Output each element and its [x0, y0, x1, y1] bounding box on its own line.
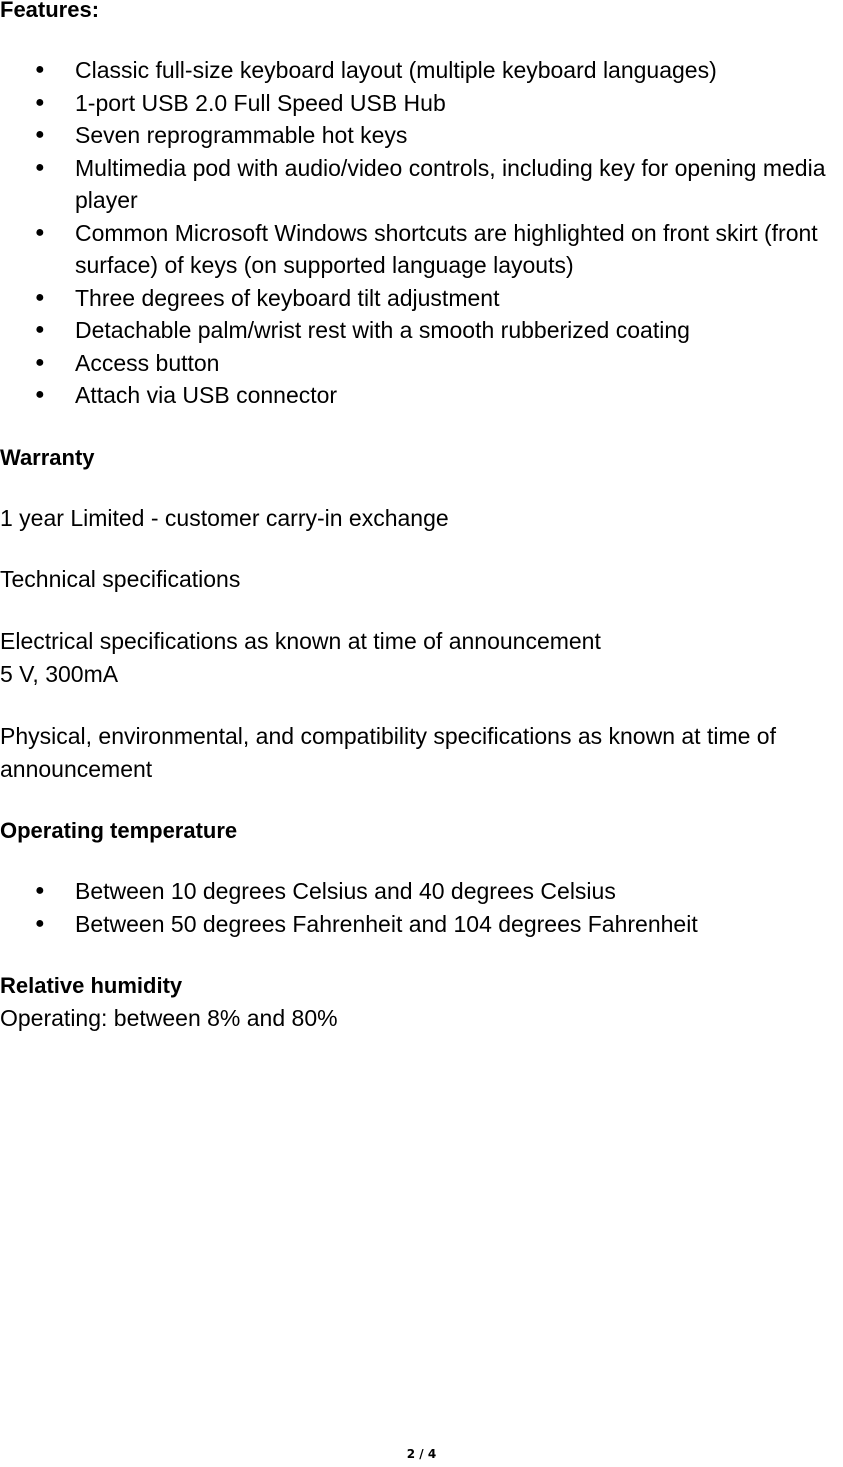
list-item-text: Detachable palm/wrist rest with a smooth rubberized coating: [75, 317, 690, 343]
list-item: [0, 54, 835, 87]
bullet-icon: ●: [35, 61, 45, 78]
list-item-text: Access button: [75, 349, 220, 376]
list-item-text: Between 50 degrees Fahrenheit and 104 degrees Fahrenheit: [75, 910, 698, 937]
list-item-text: Three degrees of keyboard tilt adjustment: [75, 284, 500, 311]
list-item: [0, 152, 835, 217]
features-heading: Features:: [0, 0, 100, 22]
warranty-heading: Warranty: [0, 445, 95, 470]
features-list: [0, 54, 843, 412]
list-item: [0, 908, 835, 941]
warranty-text: 1 year Limited - customer carry-in exchange: [0, 505, 449, 531]
electrical-spec-label: Electrical specifications as known at time of announcement: [0, 628, 601, 654]
bullet-icon: ●: [35, 386, 45, 403]
list-item-text: Multimedia pod with audio/video controls, including key for opening media player: [75, 154, 826, 213]
bullet-icon: ●: [35, 288, 45, 306]
list-item: [0, 875, 835, 908]
list-item-text: Classic full-size keyboard layout (multiple keyboard languages): [75, 57, 717, 83]
list-item: [0, 282, 835, 315]
technical-specifications-title: Technical specifications: [0, 566, 241, 592]
list-item: [0, 314, 835, 347]
list-item-text: Attach via USB connector: [75, 382, 338, 408]
bullet-icon: ●: [35, 353, 45, 371]
bullet-icon: ●: [35, 321, 45, 338]
bullet-icon: ●: [35, 882, 45, 899]
list-item-text: Common Microsoft Windows shortcuts are highlighted on front skirt (front surface) of keys (on supported language layouts): [75, 219, 818, 278]
list-item: [0, 87, 835, 120]
operating-temperature-heading: Operating temperature: [0, 818, 238, 843]
bullet-icon: ●: [35, 158, 45, 176]
list-item-text: 1-port USB 2.0 Full Speed USB Hub: [75, 89, 446, 116]
list-item: [0, 379, 835, 412]
list-item: [0, 119, 835, 152]
list-item: [0, 217, 835, 282]
bullet-icon: ●: [35, 93, 45, 111]
bullet-icon: ●: [35, 914, 45, 932]
bullet-icon: ●: [35, 126, 45, 143]
relative-humidity-heading: Relative humidity: [0, 973, 183, 998]
physical-spec-label: Physical, environmental, and compatibility specifications as known at time of announcement: [0, 723, 776, 782]
page-number: 2 / 4: [406, 1447, 437, 1461]
relative-humidity-text: Operating: between 8% and 80%: [0, 1005, 338, 1031]
operating-temperature-list: [0, 875, 843, 940]
list-item-text: Between 10 degrees Celsius and 40 degrees Celsius: [75, 878, 616, 904]
list-item: [0, 347, 835, 380]
bullet-icon: ●: [35, 223, 45, 241]
electrical-spec-value: 5 V, 300mA: [0, 661, 119, 687]
list-item-text: Seven reprogrammable hot keys: [75, 122, 408, 148]
